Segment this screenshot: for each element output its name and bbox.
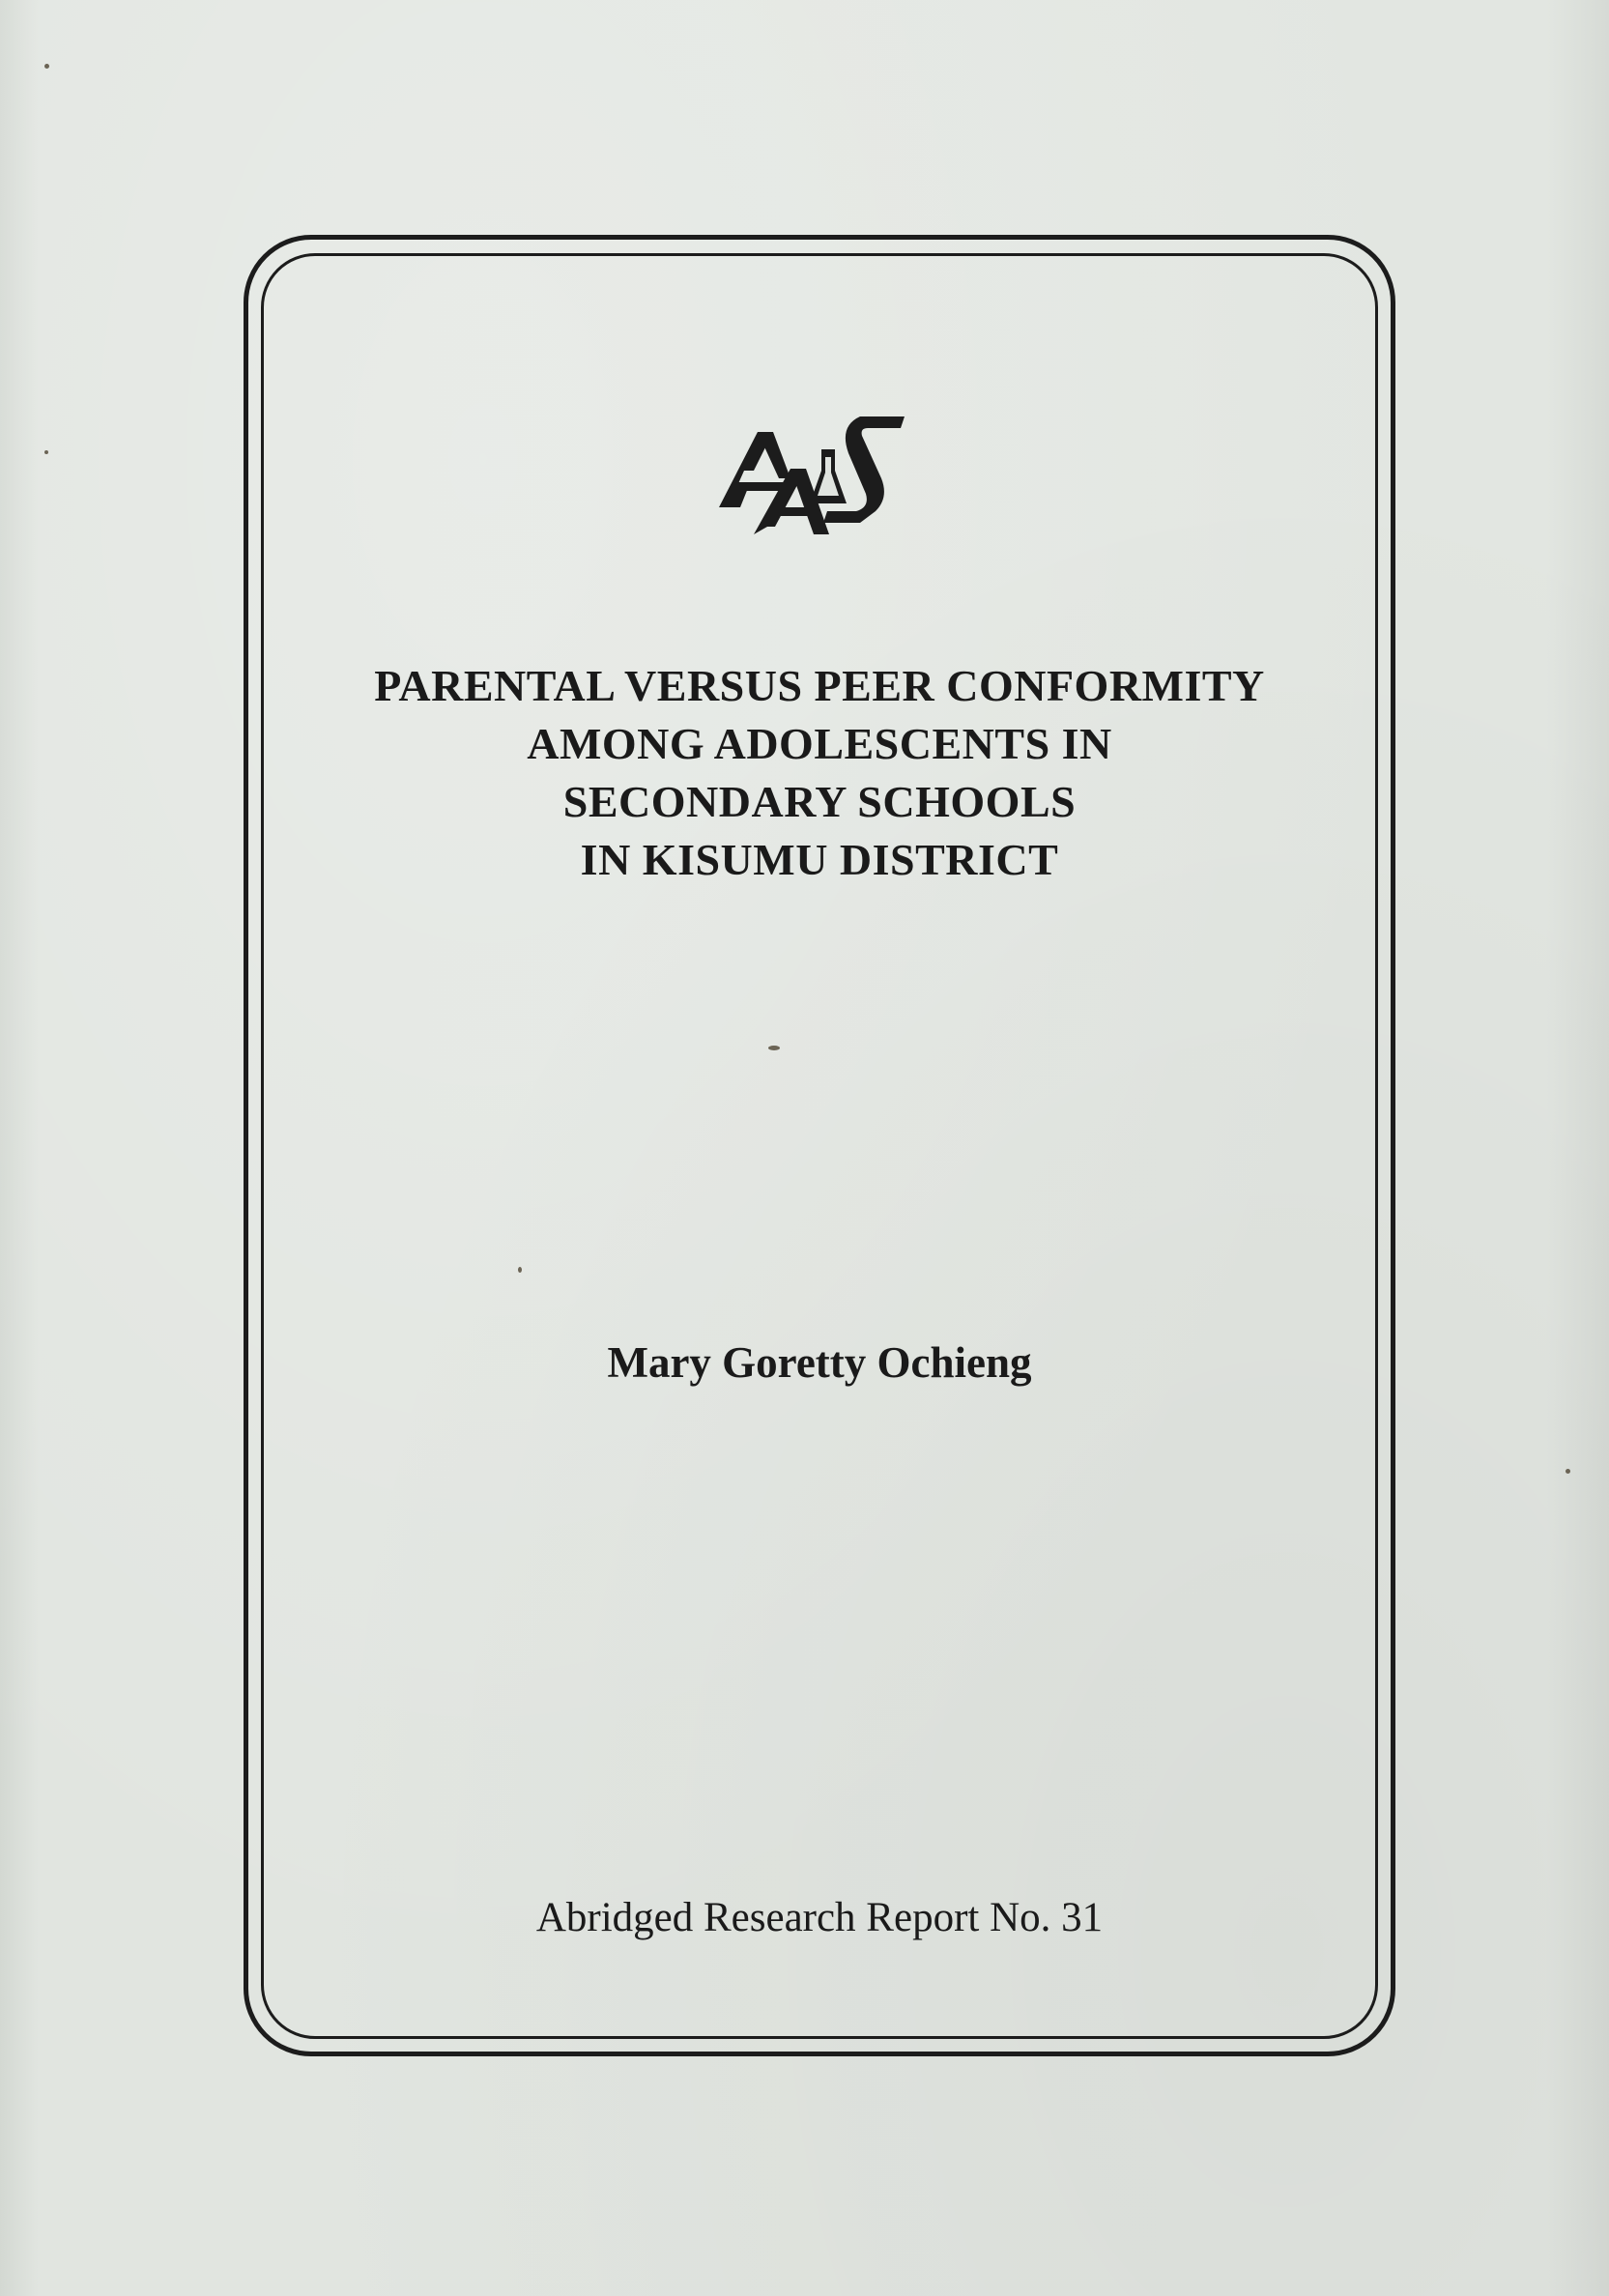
- paper-speck: [768, 1046, 780, 1050]
- paper-speck: [518, 1267, 522, 1273]
- title-line: IN KISUMU DISTRICT: [580, 835, 1059, 884]
- aas-logo-icon: [715, 411, 908, 536]
- title-line: PARENTAL VERSUS PEER CONFORMITY: [374, 661, 1265, 710]
- report-title: [261, 657, 1378, 889]
- title-line: SECONDARY SCHOOLS: [562, 777, 1077, 826]
- paper-speck: [1566, 1469, 1570, 1474]
- paper-speck: [44, 64, 49, 69]
- paper-speck: [44, 450, 48, 454]
- author-name: Mary Goretty Ochieng: [607, 1338, 1032, 1387]
- title-line: AMONG ADOLESCENTS IN: [527, 719, 1112, 768]
- series-label: Abridged Research Report No. 31: [535, 1895, 1104, 1940]
